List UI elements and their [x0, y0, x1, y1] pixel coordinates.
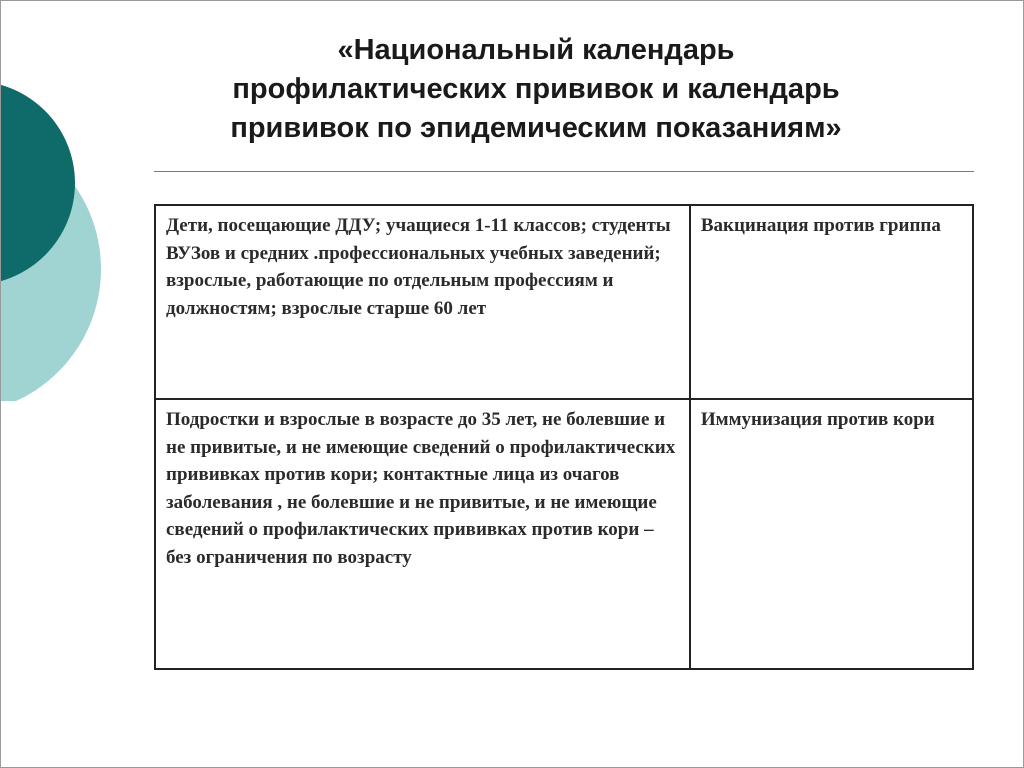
title-divider: [154, 171, 974, 172]
title-line-2: профилактических прививок и календарь: [232, 73, 840, 105]
table-row: [155, 399, 973, 669]
population-group-cell: Дети, посещающие ДДУ; учащиеся 1-11 классов; студенты ВУЗов и средних .профессиональных учебных заведений; взрослые, работающие по отдельным профессиям и должностям; взрослые старше 60 лет: [155, 205, 690, 399]
title-line-1: «Национальный календарь: [337, 34, 735, 66]
population-group-cell: Подростки и взрослые в возрасте до 35 лет, не болевшие и не привитые, и не имеющие сведений о профилактических прививках против кори; контактные лица из очагов заболевания , не болевшие и не привитые, и не имеющие сведений о профилактических прививках против кори – без ограничения по возрасту: [155, 399, 690, 669]
vaccination-table: [154, 204, 974, 670]
slide-title: [176, 31, 896, 148]
vaccination-type-cell: Вакцинация против гриппа: [690, 205, 973, 399]
decorative-circles: [1, 1, 111, 401]
title-line-3: прививок по эпидемическим показаниям»: [230, 112, 842, 144]
vaccination-type-cell: Иммунизация против кори: [690, 399, 973, 669]
table-row: [155, 205, 973, 399]
